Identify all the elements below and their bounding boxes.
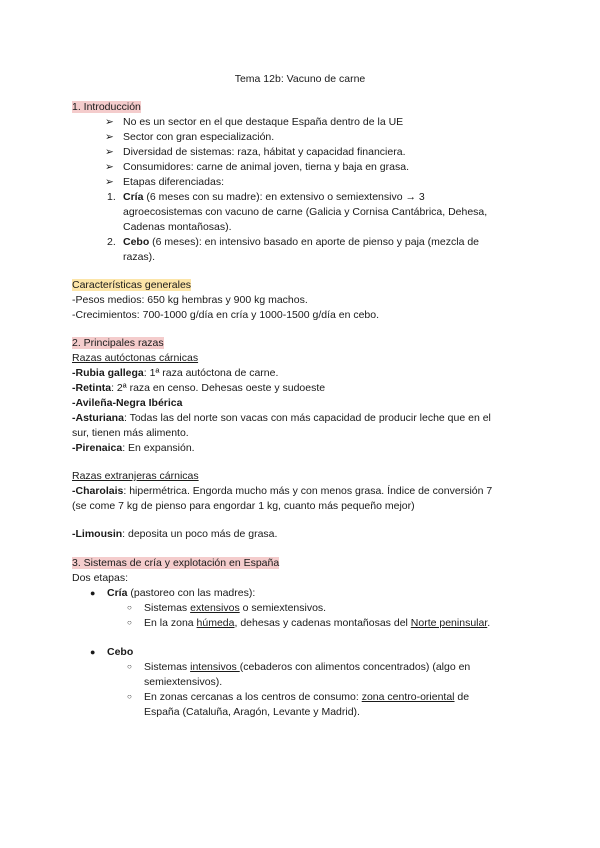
stage-1-line-3: Cadenas montañosas). [123,221,232,233]
cebo-item: Cebo [107,646,134,658]
cria-sub-2: En la zona húmeda, dehesas y cadenas montañosas del Norte peninsular. [144,617,491,629]
section-2-heading: 2. Principales razas [72,337,164,349]
circle-bullet-icon: ○ [127,603,132,612]
breed-asturiana-cont: sur, tienen más alimento. [72,427,189,439]
cria-sub-1: Sistemas extensivos o semiextensivos. [144,602,327,614]
general-line-1: -Pesos medios: 650 kg hembras y 900 kg machos. [72,294,308,306]
intro-item-5: Etapas diferenciadas: [123,176,224,188]
stage-1-number: 1. [107,191,116,203]
arrow-bullet-icon: ➢ [105,146,114,158]
section-3-intro: Dos etapas: [72,572,129,584]
breed-avilena: -Avileña-Negra Ibérica [72,397,183,409]
breed-asturiana: -Asturiana: Todas las del norte son vacas con más capacidad de producir leche que en el [72,412,491,424]
stage-2-number: 2. [107,236,116,248]
intro-item-4: Consumidores: carne de animal joven, tierna y baja en grasa. [123,161,409,173]
section-1-heading: 1. Introducción [72,101,141,113]
breed-charolais-cont: (se come 7 kg de pienso para engordar 1 kg, cuanto más pequeño mejor) [72,500,415,512]
circle-bullet-icon: ○ [127,692,132,701]
bullet-dot-icon: ● [90,588,96,598]
intro-item-1: No es un sector en el que destaque España dentro de la UE [123,116,404,128]
document-title: Tema 12b: Vacuno de carne [234,73,366,85]
circle-bullet-icon: ○ [127,662,132,671]
circle-bullet-icon: ○ [127,618,132,627]
cria-item: Cría (pastoreo con las madres): [107,587,256,599]
breed-pirenaica: -Pirenaica: En expansión. [72,442,195,454]
bullet-dot-icon: ● [90,647,96,657]
arrow-bullet-icon: ➢ [105,161,114,173]
cebo-sub-1: Sistemas intensivos (cebaderos con alimentos concentrados) (algo en [144,661,471,673]
arrow-bullet-icon: ➢ [105,116,114,128]
breed-retinta: -Retinta: 2ª raza en censo. Dehesas oeste y sudoeste [72,382,326,394]
intro-item-2: Sector con gran especialización. [123,131,275,143]
stage-1-line-2: agroecosistemas con vacuno de carne (Galicia y Cornisa Cantábrica, Dehesa, [123,206,488,218]
breed-charolais: -Charolais: hipermétrica. Engorda mucho más y con menos grasa. Índice de conversión 7 [72,485,493,497]
intro-item-3: Diversidad de sistemas: raza, hábitat y capacidad financiera. [123,146,406,158]
general-heading: Características generales [72,279,192,291]
breed-rubia-gallega: -Rubia gallega: 1ª raza autóctona de carne. [72,367,279,379]
general-line-2: -Crecimientos: 700-1000 g/día en cría y 1000-1500 g/día en cebo. [72,309,380,321]
stage-2-line-2: razas). [123,251,156,263]
stage-1-line-1: Cría (6 meses con su madre): en extensivo o semiextensivo → 3 [123,191,425,203]
section-3-heading: 3. Sistemas de cría y explotación en España [72,557,280,569]
cebo-sub-1-cont: semiextensivos). [144,676,223,688]
cebo-sub-2: En zonas cercanas a los centros de consumo: zona centro-oriental de [144,691,470,703]
cebo-sub-2-cont: España (Cataluña, Aragón, Levante y Madrid). [144,706,360,718]
stage-2-line-1: Cebo (6 meses): en intensivo basado en aporte de pienso y paja (mezcla de [123,236,480,248]
arrow-bullet-icon: ➢ [105,131,114,143]
native-breeds-heading: Razas autóctonas cárnicas [72,352,199,364]
breed-limousin: -Limousin: deposita un poco más de grasa. [72,528,278,540]
arrow-bullet-icon: ➢ [105,176,114,188]
foreign-breeds-heading: Razas extranjeras cárnicas [72,470,199,482]
